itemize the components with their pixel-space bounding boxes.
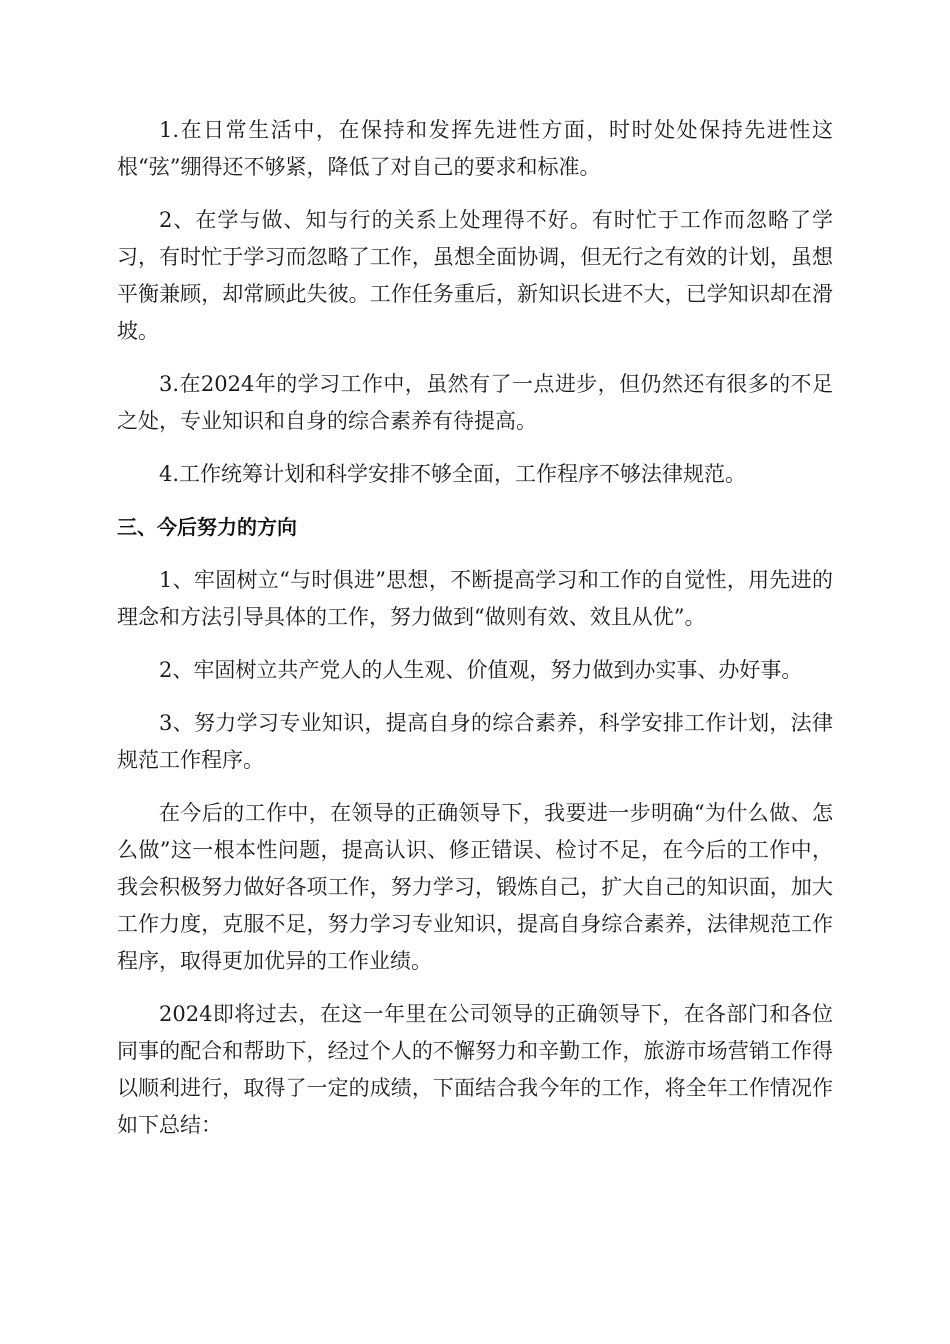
section-heading: 三、今后努力的方向 [117,515,297,539]
paragraph-shortcoming-1: 1.在日常生活中，在保持和发挥先进性方面，时时处处保持先进性这根“弦”绷得还不够紧，降低了对自己的要求和标准。 [117,118,833,179]
paragraph-future-work: 在今后的工作中，在领导的正确领导下，我要进一步明确“为什么做、怎么做”这一根本性问题，提高认识、修正错误、检讨不足，在今后的工作中，我会积极努力做好各项工作，努力学习，锻炼自己，扩大自己的知识面，加大工作力度，克服不足，努力学习专业知识，提高自身综合素养，法律规范工作程序，取得更加优异的工作业绩。 [117,801,833,973]
paragraph-direction-3: 3、努力学习专业知识，提高自身的综合素养，科学安排工作计划，法律规范工作程序。 [117,711,833,772]
paragraph-direction-2: 2、牢固树立共产党人的人生观、价值观，努力做到办实事、办好事。 [159,658,803,682]
document-body [117,112,833,1160]
paragraph-shortcoming-3: 3.在2024年的学习工作中，虽然有了一点进步，但仍然还有很多的不足之处，专业知识和自身的综合素养有待提高。 [117,372,833,433]
paragraph-shortcoming-2: 2、在学与做、知与行的关系上处理得不好。有时忙于工作而忽略了学习，有时忙于学习而忽略了工作，虽想全面协调，但无行之有效的计划，虽想平衡兼顾，却常顾此失彼。工作任务重后，新知识长进不大，已学知识却在滑坡。 [117,208,833,343]
paragraph-direction-1: 1、牢固树立“与时俱进”思想，不断提高学习和工作的自觉性，用先进的理念和方法引导具体的工作，努力做到“做则有效、效且从优”。 [117,568,833,629]
paragraph-shortcoming-4: 4.工作统筹计划和科学安排不够全面，工作程序不够法律规范。 [159,462,747,486]
paragraph-annual-summary-intro: 2024即将过去，在这一年里在公司领导的正确领导下，在各部门和各位同事的配合和帮助下，经过个人的不懈努力和辛勤工作，旅游市场营销工作得以顺利进行，取得了一定的成绩，下面结合我今年的工作，将全年工作情况作如下总结： [117,1002,833,1137]
